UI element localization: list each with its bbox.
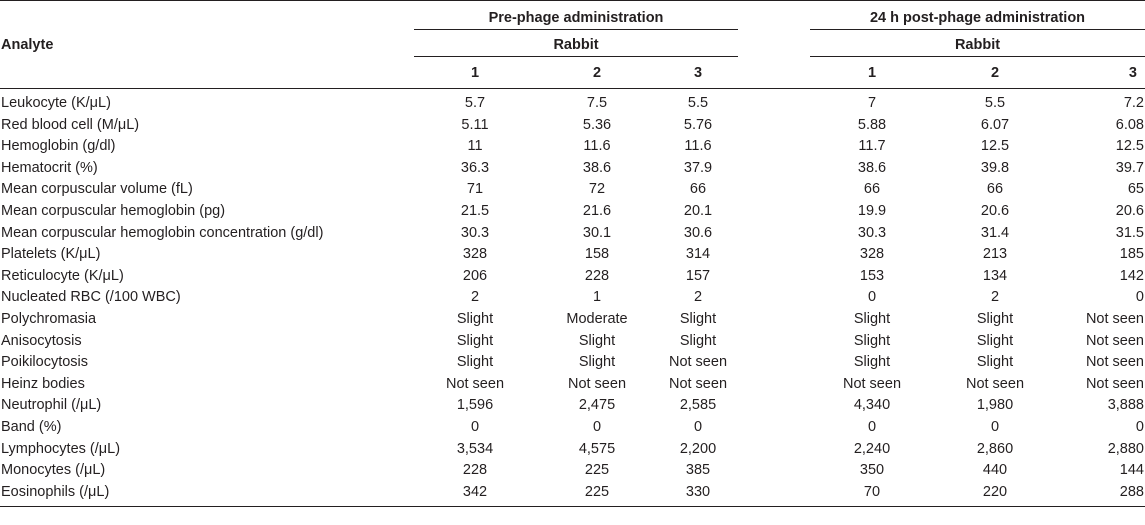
value-cell-pre-3: Not seen [668, 354, 728, 371]
value-cell-post-2: 1,980 [976, 397, 1014, 414]
value-cell-post-1: 5.88 [857, 116, 887, 133]
value-cell-pre-1: 21.5 [460, 202, 490, 219]
analyte-name: Hemoglobin (g/dl) [1, 138, 116, 155]
analyte-name: Heinz bodies [1, 375, 85, 392]
value-cell-post-3: 31.5 [1115, 224, 1144, 241]
header-spacer [406, 1, 414, 30]
value-cell-post-2: 134 [982, 267, 1008, 284]
value-cell-pre-3: Not seen [668, 375, 728, 392]
value-cell-pre-3: 157 [685, 267, 711, 284]
analyte-name: Mean corpuscular hemoglobin (pg) [1, 202, 226, 219]
value-cell-post-2: 6.07 [980, 116, 1010, 133]
analyte-name: Neutrophil (/μL) [1, 397, 102, 414]
table-row [0, 395, 1145, 417]
header-gap [738, 30, 810, 57]
value-cell-pre-3: 385 [685, 462, 711, 479]
column-gap [738, 417, 810, 439]
column-gap [738, 179, 810, 201]
value-cell-pre-2: 38.6 [582, 159, 612, 176]
value-cell-pre-2: 158 [584, 246, 610, 263]
value-cell-post-1: Slight [853, 310, 891, 327]
header-gap [738, 1, 810, 30]
value-cell-pre-3: 20.1 [683, 202, 713, 219]
value-cell-post-3: 0 [1135, 418, 1144, 435]
value-cell-pre-3: 314 [685, 246, 711, 263]
value-cell-pre-3: 11.6 [684, 138, 712, 155]
header-row-groups [0, 1, 1145, 30]
value-cell-pre-2: Slight [578, 354, 616, 371]
column-gap [738, 395, 810, 417]
header-spacer [406, 30, 414, 57]
value-cell-post-1: 30.3 [857, 224, 887, 241]
value-cell-post-3: 6.08 [1115, 116, 1144, 133]
value-cell-pre-3: Slight [679, 310, 717, 327]
value-cell-post-3: 2,880 [1107, 440, 1144, 457]
value-cell-post-2: 31.4 [980, 224, 1010, 241]
analyte-name: Anisocytosis [1, 332, 82, 349]
column-gap [738, 223, 810, 245]
value-cell-post-1: 328 [859, 246, 885, 263]
value-cell-pre-2: 2,475 [578, 397, 616, 414]
value-cell-post-1: 19.9 [857, 202, 887, 219]
value-cell-pre-1: 2 [470, 289, 480, 306]
value-cell-post-3: 39.7 [1115, 159, 1144, 176]
column-gap [738, 201, 810, 223]
table-row [0, 179, 1145, 201]
value-cell-post-1: Slight [853, 332, 891, 349]
value-cell-pre-2: Not seen [567, 375, 627, 392]
column-header-pre-3: 3 [693, 65, 703, 81]
analyte-name: Leukocyte (K/μL) [1, 95, 111, 111]
value-cell-pre-1: 206 [462, 267, 488, 284]
table-row [0, 417, 1145, 439]
table-row [0, 352, 1145, 374]
value-cell-pre-1: 30.3 [460, 224, 490, 241]
analyte-column-header: Analyte [0, 1, 406, 89]
column-header-post-3: 3 [1128, 65, 1137, 81]
analyte-name: Platelets (K/μL) [1, 246, 101, 263]
column-gap [738, 115, 810, 137]
table-row [0, 223, 1145, 245]
value-cell-post-2: 440 [982, 462, 1008, 479]
value-cell-post-1: 153 [859, 267, 885, 284]
value-cell-pre-1: 0 [470, 418, 480, 435]
value-cell-post-3: 12.5 [1115, 138, 1144, 155]
value-cell-pre-1: 328 [462, 246, 488, 263]
value-cell-post-1: 38.6 [857, 159, 887, 176]
column-gap [738, 460, 810, 482]
subgroup-header-pre: Rabbit [414, 30, 738, 57]
value-cell-post-1: 11.7 [858, 138, 886, 155]
value-cell-post-2: 213 [982, 246, 1008, 263]
value-cell-pre-3: 330 [658, 482, 738, 507]
value-cell-pre-3: 2,200 [679, 440, 717, 457]
value-cell-post-2: 12.5 [980, 138, 1010, 155]
value-cell-post-2: 2 [990, 289, 1000, 306]
value-cell-pre-2: 21.6 [582, 202, 612, 219]
table-body [0, 89, 1145, 507]
value-cell-pre-2: 11.6 [583, 138, 611, 155]
value-cell-pre-1: 3,534 [456, 440, 494, 457]
table-row [0, 482, 1145, 507]
column-header-post-2: 2 [990, 65, 1000, 81]
value-cell-pre-3: 37.9 [683, 159, 713, 176]
value-cell-post-2: Slight [976, 354, 1014, 371]
value-cell-pre-3: 0 [693, 418, 703, 435]
value-cell-pre-1: 342 [414, 482, 536, 507]
analyte-name: Hematocrit (%) [1, 159, 98, 176]
value-cell-post-3: 185 [1119, 246, 1144, 263]
column-gap [738, 266, 810, 288]
analyte-name: Lymphocytes (/μL) [1, 440, 121, 457]
value-cell-pre-1: Slight [456, 332, 494, 349]
value-cell-pre-2: 225 [536, 482, 658, 507]
value-cell-pre-1: Slight [456, 354, 494, 371]
column-gap [738, 309, 810, 331]
table-row [0, 439, 1145, 461]
value-cell-post-3: 3,888 [1107, 397, 1144, 414]
value-cell-pre-1: 228 [462, 462, 488, 479]
column-gap [738, 136, 810, 158]
value-cell-post-2: Slight [976, 332, 1014, 349]
value-cell-pre-1: 36.3 [460, 159, 490, 176]
analyte-name: Polychromasia [1, 310, 97, 327]
group-header-post: 24 h post-phage administration [810, 1, 1145, 30]
value-cell-pre-2: 0 [592, 418, 602, 435]
value-cell-post-1: Slight [853, 354, 891, 371]
header-spacer [406, 57, 414, 89]
column-gap [738, 439, 810, 461]
value-cell-post-2: Not seen [965, 375, 1025, 392]
value-cell-pre-2: 5.36 [582, 116, 612, 133]
value-cell-pre-2: 30.1 [582, 224, 612, 241]
value-cell-pre-3: 2,585 [679, 397, 717, 414]
analyte-name: Nucleated RBC (/100 WBC) [1, 289, 181, 306]
value-cell-post-1: 7 [867, 95, 877, 111]
value-cell-post-3: Not seen [1085, 354, 1144, 371]
value-cell-post-1: 66 [863, 181, 881, 198]
value-cell-pre-1: 5.11 [461, 116, 489, 133]
value-cell-post-1: 2,240 [853, 440, 891, 457]
value-cell-post-2: 220 [934, 482, 1056, 507]
value-cell-pre-1: 1,596 [456, 397, 494, 414]
value-cell-post-1: 4,340 [853, 397, 891, 414]
value-cell-post-1: 0 [867, 289, 877, 306]
value-cell-post-2: Slight [976, 310, 1014, 327]
value-cell-post-3: Not seen [1085, 310, 1144, 327]
value-cell-pre-2: 225 [584, 462, 610, 479]
value-cell-post-2: 0 [990, 418, 1000, 435]
value-cell-pre-3: Slight [679, 332, 717, 349]
analyte-name: Mean corpuscular hemoglobin concentration (g/dl) [1, 224, 324, 241]
column-header-pre-1: 1 [470, 65, 480, 81]
table-row [0, 136, 1145, 158]
value-cell-pre-2: 1 [592, 289, 602, 306]
table-header [0, 1, 1145, 89]
value-cell-pre-1: Not seen [445, 375, 505, 392]
value-cell-pre-1: 71 [466, 181, 484, 198]
subgroup-header-post: Rabbit [810, 30, 1145, 57]
value-cell-pre-2: Slight [578, 332, 616, 349]
table-row [0, 287, 1145, 309]
value-cell-post-1: Not seen [842, 375, 902, 392]
column-header-post-1: 1 [867, 65, 877, 81]
analyte-name: Eosinophils (/μL) [0, 482, 414, 507]
value-cell-pre-3: 5.76 [683, 116, 713, 133]
value-cell-pre-1: 5.7 [464, 95, 486, 111]
value-cell-post-2: 39.8 [980, 159, 1010, 176]
table-row [0, 201, 1145, 223]
value-cell-post-3: 7.2 [1123, 95, 1144, 111]
value-cell-post-1: 0 [867, 418, 877, 435]
column-gap [738, 244, 810, 266]
analyte-name: Mean corpuscular volume (fL) [1, 181, 193, 198]
table-row [0, 331, 1145, 353]
value-cell-post-2: 20.6 [980, 202, 1010, 219]
column-gap [738, 158, 810, 180]
analyte-name: Poikilocytosis [1, 354, 89, 371]
analyte-name: Reticulocyte (K/μL) [1, 267, 124, 284]
value-cell-pre-3: 30.6 [683, 224, 713, 241]
value-cell-post-2: 2,860 [976, 440, 1014, 457]
value-cell-post-3: Not seen [1085, 332, 1144, 349]
table-row [0, 89, 1145, 115]
table-row [0, 460, 1145, 482]
value-cell-post-3: 288 [1056, 482, 1145, 507]
value-cell-post-3: 20.6 [1115, 202, 1144, 219]
value-cell-post-3: 144 [1119, 462, 1144, 479]
value-cell-pre-2: 72 [588, 181, 606, 198]
table-row [0, 115, 1145, 137]
column-header-pre-2: 2 [592, 65, 602, 81]
header-gap [738, 57, 810, 89]
value-cell-pre-1: Slight [456, 310, 494, 327]
analyte-name: Red blood cell (M/μL) [1, 116, 140, 133]
value-cell-post-1: 70 [810, 482, 934, 507]
value-cell-post-3: Not seen [1085, 375, 1144, 392]
table-row [0, 309, 1145, 331]
value-cell-pre-1: 11 [467, 138, 483, 155]
table-row [0, 158, 1145, 180]
value-cell-post-1: 350 [859, 462, 885, 479]
value-cell-pre-3: 2 [693, 289, 703, 306]
value-cell-pre-2: Moderate [566, 310, 628, 327]
analyte-name: Band (%) [1, 418, 62, 435]
table-row [0, 266, 1145, 288]
group-header-pre: Pre-phage administration [414, 1, 738, 30]
value-cell-pre-2: 228 [584, 267, 610, 284]
column-gap [738, 374, 810, 396]
value-cell-pre-2: 7.5 [586, 95, 608, 111]
value-cell-pre-3: 5.5 [687, 95, 709, 111]
column-gap [738, 482, 810, 507]
column-gap [738, 287, 810, 309]
value-cell-post-3: 65 [1127, 181, 1144, 198]
value-cell-pre-3: 66 [689, 181, 707, 198]
value-cell-post-3: 0 [1135, 289, 1144, 306]
value-cell-post-3: 142 [1119, 267, 1144, 284]
value-cell-post-2: 5.5 [984, 95, 1006, 111]
value-cell-pre-2: 4,575 [578, 440, 616, 457]
column-gap [738, 331, 810, 353]
column-gap [738, 89, 810, 115]
table-row [0, 374, 1145, 396]
value-cell-post-2: 66 [986, 181, 1004, 198]
analyte-name: Monocytes (/μL) [1, 462, 106, 479]
column-gap [738, 352, 810, 374]
table-row [0, 244, 1145, 266]
